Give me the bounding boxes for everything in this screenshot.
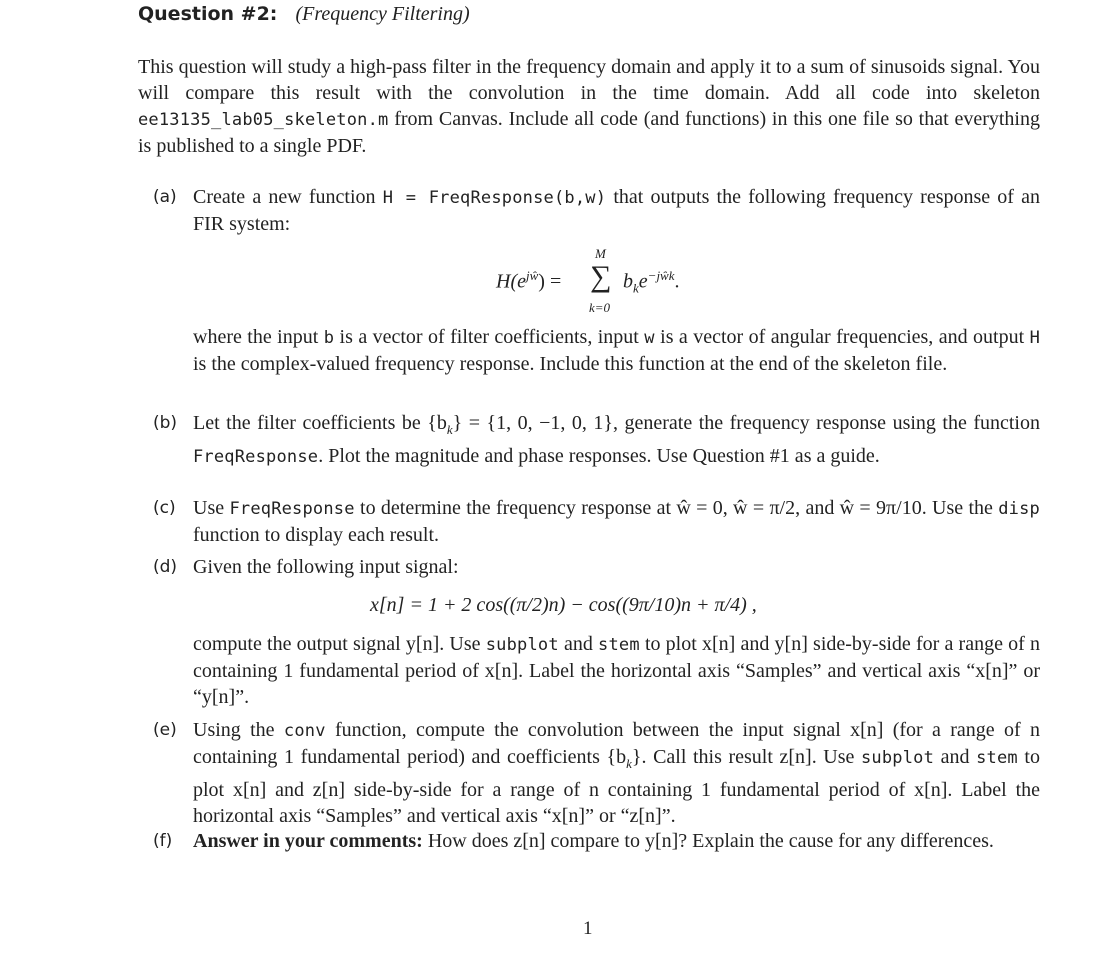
input-signal-equation: x[n] = 1 + 2 cos((π/2)n) − cos((9π/10)n + π/4) ,	[370, 594, 757, 616]
part-d-description: compute the output signal y[n]. Use subplot and stem to plot x[n] and y[n] side-by-side for a range of n containing 1 fundamental period of x[n]. Label the horizontal axis “Samples” and vertical axis “x[n]” or “y[n]”.	[193, 633, 1040, 708]
part-a-label: (a)	[153, 187, 177, 207]
part-f: (f) Answer in your comments: How does z[n] compare to y[n]? Explain the cause for any differences.	[153, 830, 994, 852]
part-e: (e) Using the conv function, compute the convolution between the input signal x[n] (for a range of n containing 1 fundamental period) and coefficients $\{b_k\}$. Call this result z[n]. Use subplot and stem to plot x[n] and z[n] side-by-side for a range of n containing 1 fundamental period of x[n]. Label the horizontal axis “Samples” and vertical axis “x[n]” or “z[n]”.	[153, 719, 1041, 827]
skeleton-filename: ee13135_lab05_skeleton.m	[138, 110, 389, 130]
part-c: (c) Use FreqResponse to determine the frequency response at ŵ = 0, ŵ = π/2, and ŵ = 9π/10. Use the disp function to display each result.	[153, 497, 1040, 546]
summation-sign: ∑	[590, 260, 612, 293]
part-d-label: (d)	[153, 557, 178, 577]
part-d: (d) Given the following input signal:	[153, 556, 459, 578]
part-f-label: (f)	[153, 831, 173, 851]
frequency-response-equation: $H(e^{jŵ})$ = M ∑ k=0 $b_ke^{-jŵk}$.	[496, 246, 680, 315]
part-b: (b) Let the filter coefficients be $\{b_k\} = \{1$, 0, −1, 0, 1}, generate the frequency response using the function FreqResponse. Plot the magnitude and phase responses. Use Question #1 as a guide.	[153, 412, 1040, 467]
answer-in-comments: Answer in your comments:	[193, 830, 423, 852]
part-a-description: where the input b is a vector of filter coefficients, input w is a vector of angular frequencies, and output H is the complex-valued frequency response. Include this function at the end of the skeleton file.	[193, 326, 1040, 375]
question-number: Question #2:	[138, 3, 278, 25]
part-e-label: (e)	[153, 720, 177, 740]
part-b-label: (b)	[153, 413, 178, 433]
page-number: 1	[583, 918, 593, 939]
part-a: (a) Create a new function H = FreqResponse(b,w) that outputs the following frequency response of an FIR system:	[153, 186, 1041, 235]
intro-paragraph: This question will study a high-pass filter in the frequency domain and apply it to a sum of sinusoids signal. You will compare this result with the convolution in the time domain. Add all code into skeleton ee13135_lab05_skeleton.m from Canvas. Include all code (and functions) in this one file so that everything is published to a single PDF.	[138, 56, 1040, 157]
function-signature: H = FreqResponse(b,w)	[382, 188, 607, 208]
part-c-label: (c)	[153, 498, 176, 518]
question-heading	[138, 0, 470, 28]
question-title: (Frequency Filtering)	[295, 3, 470, 25]
